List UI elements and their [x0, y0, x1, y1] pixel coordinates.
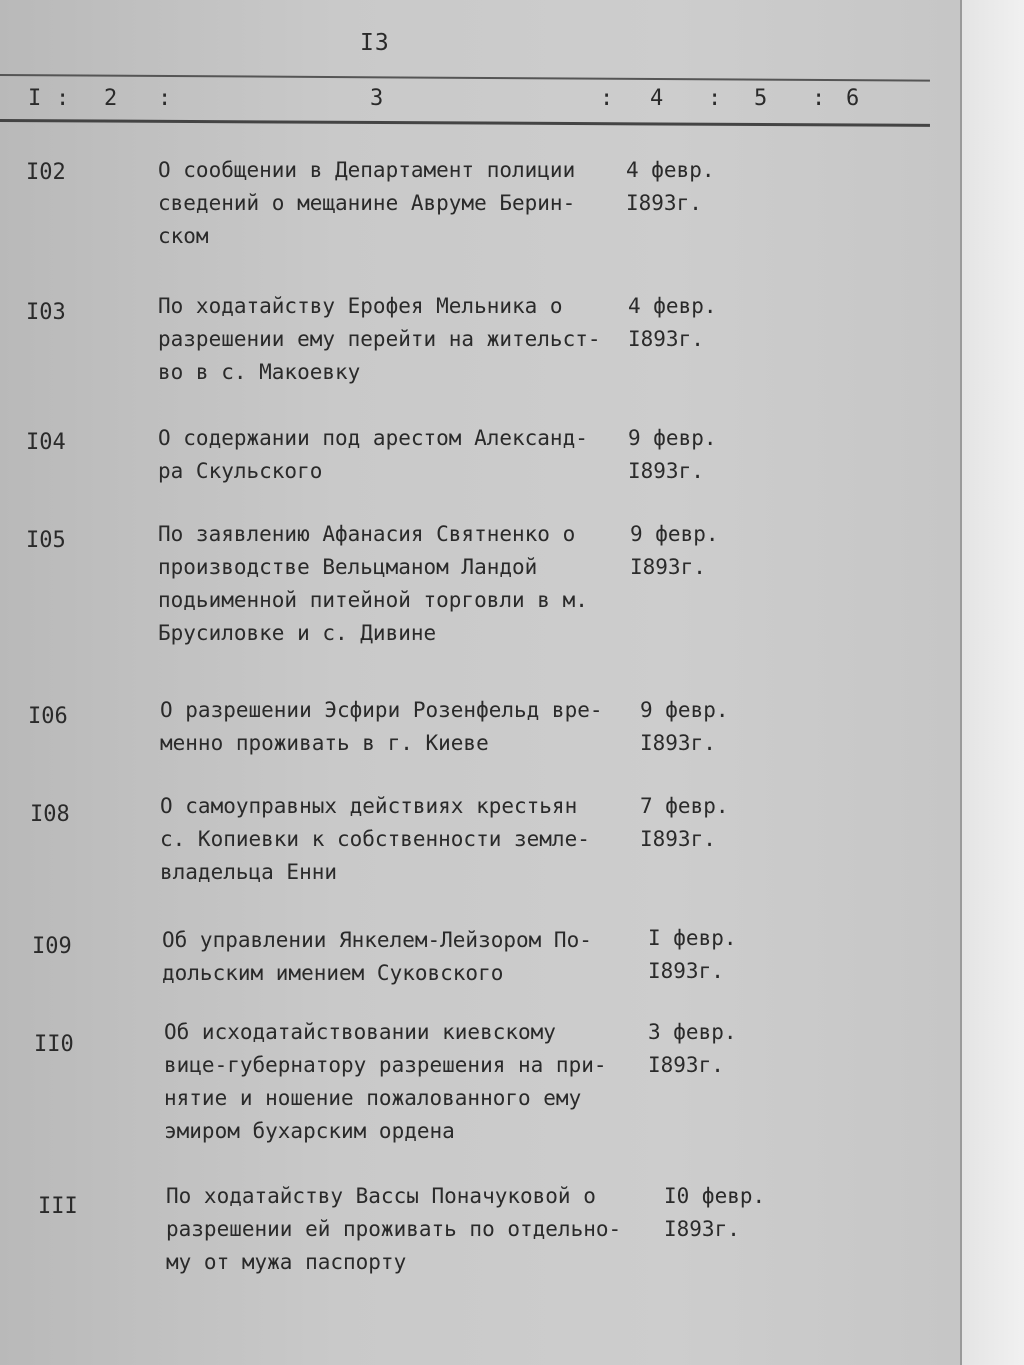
case-number: I05 [26, 528, 66, 553]
case-number: I06 [28, 704, 68, 729]
date-day: 7 февр. [640, 794, 729, 818]
case-title [160, 790, 590, 889]
text-line: О разрешении Эсфири Розенфельд вре- [160, 698, 603, 722]
case-number: I09 [32, 934, 72, 959]
text-line: По заявлению Афанасия Святненко о [158, 522, 576, 546]
page-edge-background [960, 0, 1024, 1365]
date-day: 9 февр. [640, 698, 729, 722]
text-line: По ходатайству Ерофея Мельника о [158, 294, 563, 318]
case-number: I08 [30, 802, 70, 827]
case-title [158, 154, 575, 253]
text-line: разрешении ему перейти на жительст- [158, 327, 601, 351]
date-year: I893г. [628, 327, 704, 351]
text-line: с. Копиевки к собственности земле- [160, 827, 590, 851]
text-line: менно проживать в г. Киеве [160, 731, 489, 755]
text-line: По ходатайству Вассы Поначуковой о [166, 1184, 596, 1208]
date-day: 9 февр. [630, 522, 719, 546]
case-date [640, 790, 729, 856]
text-line: ра Скульского [158, 459, 323, 483]
date-year: I893г. [628, 459, 704, 483]
case-number: I02 [26, 160, 66, 185]
text-line: подьименной питейной торговли в м. [158, 588, 588, 612]
case-date [664, 1180, 765, 1246]
text-line: нятие и ношение пожалованного ему [164, 1086, 582, 1110]
column-header-3: 3 [370, 86, 384, 111]
text-line: во в с. Макоевку [158, 360, 361, 384]
date-year: I893г. [630, 555, 706, 579]
column-separator: : [708, 86, 722, 111]
date-day: 4 февр. [628, 294, 717, 318]
text-line: разрешении ей проживать по отдельно- [166, 1217, 622, 1241]
text-line: эмиром бухарским ордена [164, 1119, 455, 1143]
date-day: 4 февр. [626, 158, 715, 182]
text-line: Брусиловке и с. Дивине [158, 621, 437, 645]
case-number: II0 [34, 1032, 74, 1057]
column-header-2: 2 [104, 86, 118, 111]
date-year: I893г. [648, 959, 724, 983]
case-title [162, 924, 592, 990]
column-header-1: I [28, 86, 42, 111]
case-number: I04 [26, 430, 66, 455]
page-number: I3 [360, 30, 390, 56]
case-date [626, 154, 715, 220]
date-day: 9 февр. [628, 426, 717, 450]
case-title [158, 518, 588, 650]
case-date [640, 694, 729, 760]
text-line: дольским имением Суковского [162, 961, 504, 985]
case-date [628, 290, 717, 356]
date-day: 3 февр. [648, 1020, 737, 1044]
text-line: О самоуправных действиях крестьян [160, 794, 578, 818]
date-day: I0 февр. [664, 1184, 766, 1208]
text-line: ском [158, 224, 209, 248]
text-line: сведений о мещанине Авруме Берин- [158, 191, 576, 215]
text-line: О содержании под арестом Александ- [158, 426, 588, 450]
date-year: I893г. [664, 1217, 740, 1241]
column-separator: : [158, 86, 172, 111]
case-number: III [38, 1194, 78, 1219]
date-year: I893г. [640, 827, 716, 851]
column-separator: : [812, 86, 826, 111]
case-date [630, 518, 719, 584]
column-header-4: 4 [650, 86, 664, 111]
date-year: I893г. [626, 191, 702, 215]
case-title [160, 694, 603, 760]
text-line: производстве Вельцманом Ландой [158, 555, 538, 579]
text-line: му от мужа паспорту [166, 1250, 407, 1274]
case-date [628, 422, 717, 488]
case-title [158, 422, 588, 488]
text-line: вице-губернатору разрешения на при- [164, 1053, 607, 1077]
text-line: Об исходатайствовании киевскому [164, 1020, 556, 1044]
date-day: I февр. [648, 926, 737, 950]
case-date [648, 1016, 737, 1082]
text-line: Об управлении Янкелем-Лейзором По- [162, 928, 592, 952]
date-year: I893г. [640, 731, 716, 755]
date-year: I893г. [648, 1053, 724, 1077]
case-date [648, 922, 737, 988]
column-header-6: 6 [846, 86, 860, 111]
column-separator: : [600, 86, 614, 111]
text-line: О сообщении в Департамент полиции [158, 158, 576, 182]
case-number: I03 [26, 300, 66, 325]
case-title [158, 290, 601, 389]
case-title [164, 1016, 607, 1148]
column-header-5: 5 [754, 86, 768, 111]
text-line: владельца Енни [160, 860, 338, 884]
case-title [166, 1180, 621, 1279]
column-separator: : [56, 86, 70, 111]
